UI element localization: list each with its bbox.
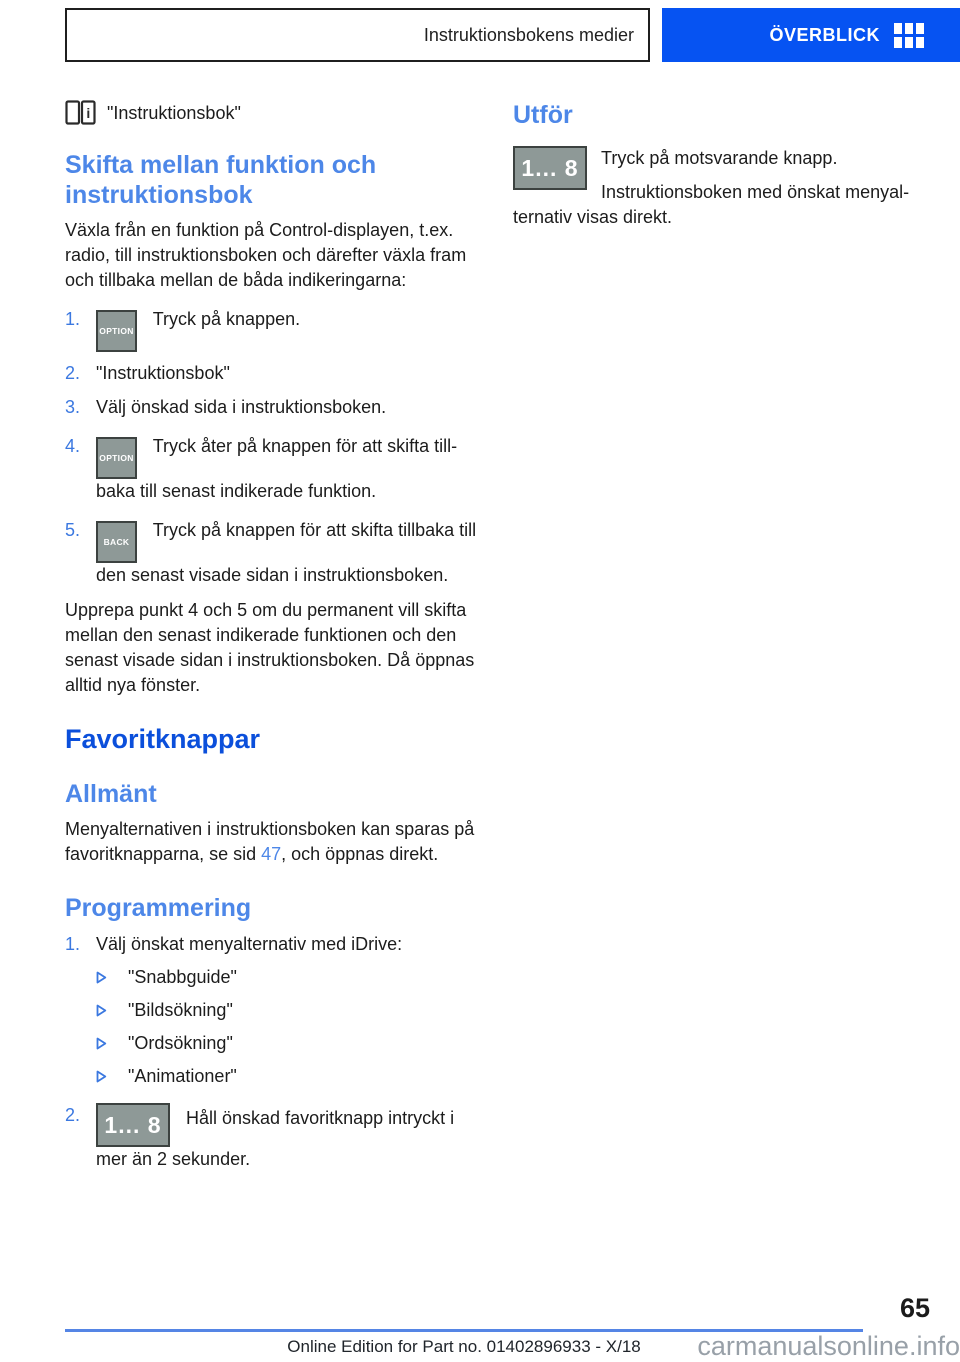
step-item-2 xyxy=(65,361,483,386)
general-text-after: , och öppnas direkt. xyxy=(281,844,439,864)
general-paragraph xyxy=(65,817,483,867)
right-column xyxy=(513,100,943,239)
step-text: Håll önskad favoritknapp intryckt i mer än 2 sekunder. xyxy=(96,1108,455,1169)
favorites-button-icon: 1... 8 xyxy=(96,1103,170,1147)
triangle-bullet-icon xyxy=(96,1037,107,1050)
execute-heading: Utför xyxy=(513,101,573,129)
menu-option-label: "Snabbguide" xyxy=(128,967,237,987)
step-number: 1. xyxy=(65,934,81,954)
step-number: 4. xyxy=(65,436,81,456)
page-47-link[interactable]: 47 xyxy=(261,844,282,864)
step-number: 5. xyxy=(65,520,81,540)
step-number: 3. xyxy=(65,397,81,417)
execute-instruction: Tryck på motsvarande knapp. xyxy=(601,148,838,168)
left-column xyxy=(65,100,483,1172)
triangle-bullet-icon xyxy=(96,971,107,984)
menu-option-label: "Ordsökning" xyxy=(128,1033,233,1053)
manual-reference-row xyxy=(65,100,483,126)
step-text: Tryck på knappen för att skifta tillbaka till den senast visade sidan i instruktionsboken. xyxy=(96,520,477,585)
edition-note: Online Edition for Part no. 01402896933 - X/18 xyxy=(287,1337,641,1356)
chapter-title-box xyxy=(65,8,650,62)
chapter-title: Instruktionsbokens medier xyxy=(423,24,634,45)
owners-manual-icon xyxy=(65,100,96,126)
menu-option-label: "Bildsökning" xyxy=(128,1000,233,1020)
step-text: Tryck på knappen. xyxy=(152,309,301,329)
step-number: 1. xyxy=(65,309,81,329)
switch-intro-paragraph: Växla från en funktion på Control-displayen, t.ex. radio, till instruktionsboken och därefter växla fram och tillbaka mellan de båda indikeringarna: xyxy=(65,220,467,290)
watermark-text: carmanualsonline.info xyxy=(697,1331,960,1361)
section-badge-label: ÖVERBLICK xyxy=(769,24,880,45)
step-item-5 xyxy=(65,518,483,588)
page-number: 65 xyxy=(899,1293,930,1323)
step-item-1 xyxy=(65,307,483,352)
triangle-bullet-icon xyxy=(96,1070,107,1083)
menu-option-list xyxy=(96,965,483,1089)
step-number: 2. xyxy=(65,363,81,383)
menu-option-row xyxy=(96,1031,483,1056)
programming-step-1 xyxy=(65,932,483,957)
menu-option-row xyxy=(96,965,483,990)
general-heading: Allmänt xyxy=(65,780,157,808)
option-button-icon: OPTION xyxy=(96,310,137,352)
menu-option-row xyxy=(96,998,483,1023)
back-button-icon: BACK xyxy=(96,521,137,563)
favorites-heading: Favoritknappar xyxy=(65,724,261,754)
option-button-icon: OPTION xyxy=(96,437,137,479)
step-text: Välj önskad sida i instruktionsboken. xyxy=(96,397,387,417)
programming-step-2 xyxy=(65,1103,483,1172)
general-text-before: Menyalternativen i instruktionsboken kan sparas på favoritknapparna, se sid xyxy=(65,819,475,864)
execute-block xyxy=(513,146,943,230)
menu-option-label: "Animationer" xyxy=(128,1066,237,1086)
step-number: 2. xyxy=(65,1105,81,1125)
execute-result: Instruktionsboken med önskat menyalternativ visas direkt. xyxy=(513,182,910,227)
programming-heading: Programmering xyxy=(65,894,252,922)
repeat-note-paragraph: Upprepa punkt 4 och 5 om du permanent vill skifta mellan den senast indikerade funktionen och den senast visade sidan i instruktionsboken. Då öppnas alltid nya fönster. xyxy=(65,600,475,695)
section-badge xyxy=(662,8,960,62)
triangle-bullet-icon xyxy=(96,1004,107,1017)
step-text: Tryck åter på knappen för att skifta tillbaka till senast indikerade funktion. xyxy=(96,436,458,501)
menu-option-row xyxy=(96,1064,483,1089)
svg-text:i: i xyxy=(86,105,91,121)
step-item-3 xyxy=(65,395,483,420)
step-text: "Instruktionsbok" xyxy=(96,363,230,383)
step-text: Välj önskat menyalternativ med iDrive: xyxy=(96,934,403,954)
step-item-4 xyxy=(65,434,483,504)
switch-section-heading: Skifta mellan funktion och instruktionsbok xyxy=(65,151,377,209)
manual-reference-label: "Instruktionsbok" xyxy=(107,102,241,123)
favorites-button-icon: 1... 8 xyxy=(513,146,587,190)
overview-grid-icon xyxy=(894,23,924,48)
